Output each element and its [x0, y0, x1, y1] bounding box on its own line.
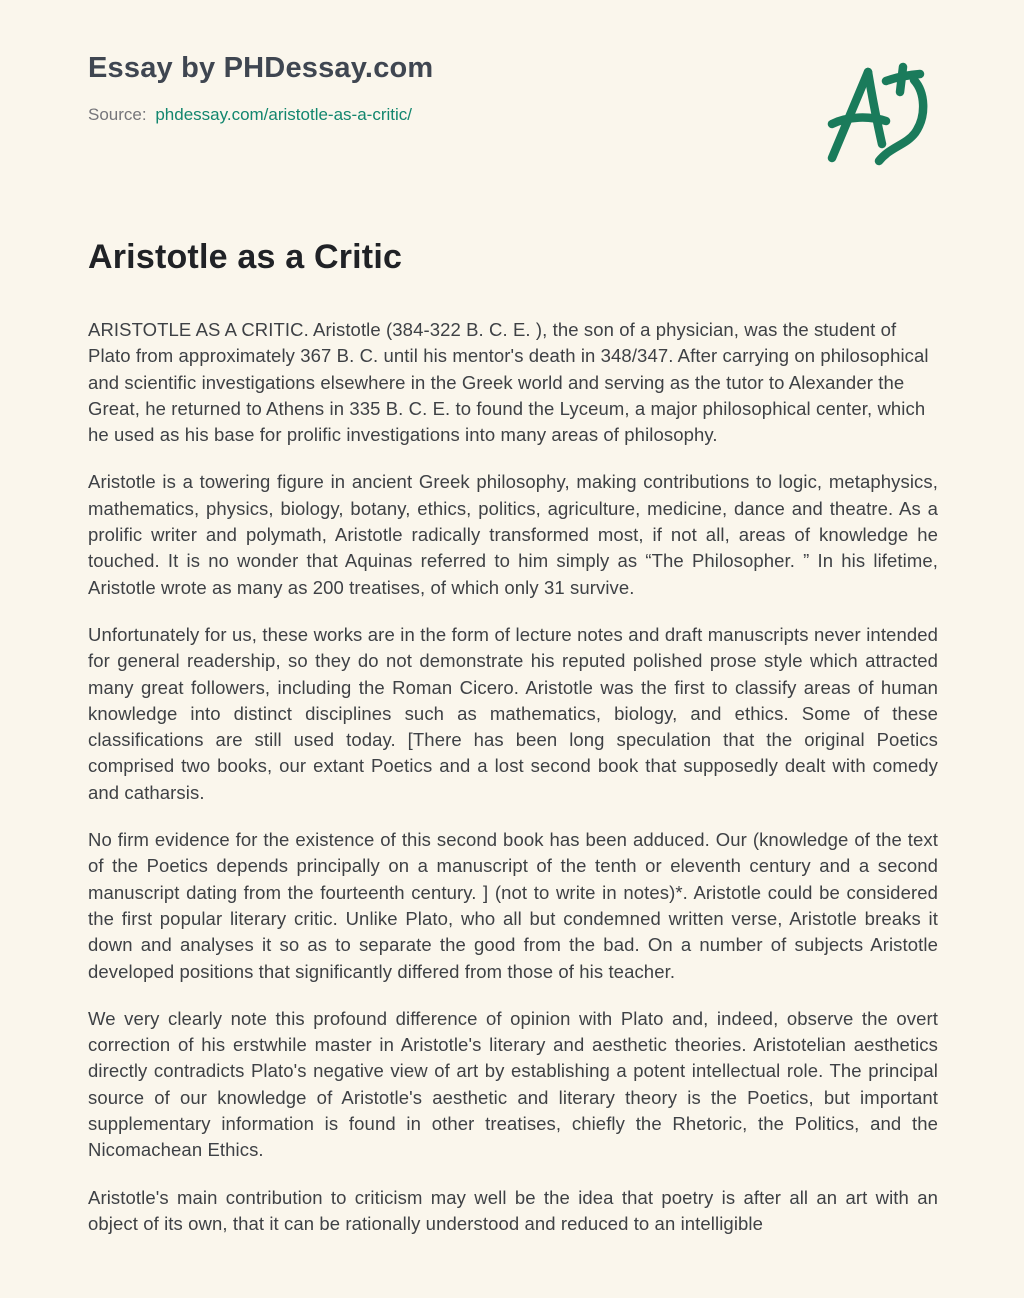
source-line: [88, 105, 433, 125]
essay-paragraph-4: No firm evidence for the existence of this second book has been adduced. Our (knowledge of the text of the Poetics depends principally on a manuscript of the tenth or eleventh century and a second manuscript dating from the fourteenth century. ] (not to write in notes)*. Aristotle could be considered the first popular literary critic. Unlike Plato, who all but condemned written verse, Aristotle breaks it down and analyses it so as to separate the good from the bad. On a number of subjects Aristotle developed positions that significantly differed from those of his teacher.: [88, 829, 938, 982]
site-header-title: Essay by PHDessay.com: [88, 52, 434, 84]
source-link[interactable]: phdessay.com/aristotle-as-a-critic/: [155, 105, 412, 124]
essay-paragraph-1: ARISTOTLE AS A CRITIC. Aristotle (384-322 B. C. E. ), the son of a physician, was the student of Plato from approximately 367 B. C. until his mentor's death in 348/347. After carrying on philosophical and scientific investigations elsewhere in the Greek world and serving as the tutor to Alexander the Great, he returned to Athens in 335 B. C. E. to found the Lyceum, a major philosophical center, which he used as his base for prolific investigations into many areas of philosophy.: [88, 319, 929, 446]
page-header: [88, 48, 938, 168]
essay-paragraph-2: Aristotle is a towering figure in ancient Greek philosophy, making contributions to logic, metaphysics, mathematics, physics, biology, botany, ethics, politics, agriculture, medicine, dance and theatre. As a prolific writer and polymath, Aristotle radically transformed most, if not all, areas of knowledge he touched. It is no wonder that Aquinas referred to him simply as “The Philosopher. ” In his lifetime, Aristotle wrote as many as 200 treatises, of which only 31 survive.: [88, 471, 938, 598]
essay-paragraph-5: We very clearly note this profound difference of opinion with Plato and, indeed, observe the overt correction of his erstwhile master in Aristotle's literary and aesthetic theories. Aristotelian aesthetics directly contradicts Plato's negative view of art by establishing a potent intellectual role. The principal source of our knowledge of Aristotle's aesthetic and literary theory is the Poetics, but important supplementary information is found in other treatises, chiefly the Rhetoric, the Politics, and the Nicomachean Ethics.: [88, 1007, 938, 1161]
header-text-block: [88, 48, 433, 125]
a-plus-logo-icon: [824, 58, 928, 168]
essay-paragraph-3: Unfortunately for us, these works are in the form of lecture notes and draft manuscripts never intended for general readership, so they do not demonstrate his reputed polished prose style which attracted many great followers, including the Roman Cicero. Aristotle was the first to classify areas of human knowledge into distinct disciplines such as mathematics, biology, and ethics. Some of these classifications are still used today. [There has been long speculation that the original Poetics comprised two books, our extant Poetics and a lost second book that supposedly dealt with comedy and catharsis.: [88, 623, 938, 803]
essay-paragraph-6: Aristotle's main contribution to criticism may well be the idea that poetry is after all an art with an object of its own, that it can be rationally understood and reduced to an intelligible: [88, 1186, 938, 1234]
source-label: Source:: [88, 105, 147, 124]
essay-body: [88, 317, 938, 1237]
essay-title: Aristotle as a Critic: [88, 238, 403, 276]
